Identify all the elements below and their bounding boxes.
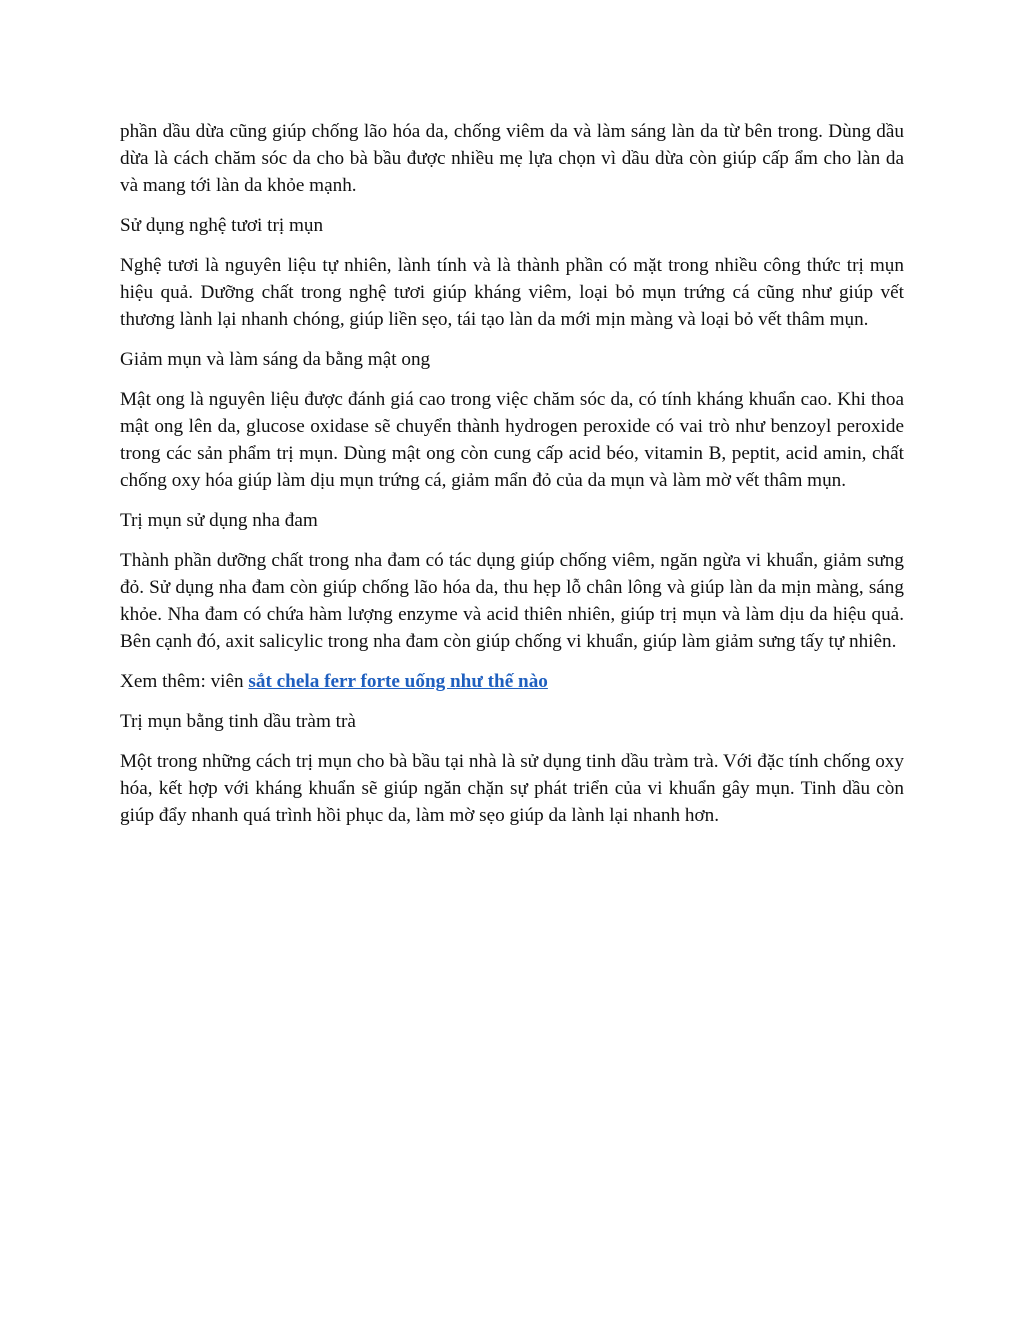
see-also-prefix: Xem thêm: viên bbox=[120, 671, 249, 692]
see-also-line bbox=[120, 668, 904, 695]
paragraph-aloe-vera: Thành phần dưỡng chất trong nha đam có tác dụng giúp chống viêm, ngăn ngừa vi khuẩn, giảm sưng đỏ. Sử dụng nha đam còn giúp chống lão hóa da, thu hẹp lỗ chân lông và giúp làn da mịn màng, sáng khỏe. Nha đam có chứa hàm lượng enzyme và acid thiên nhiên, giúp trị mụn và làm dịu da hiệu quả. Bên cạnh đó, axit salicylic trong nha đam còn giúp chống vi khuẩn, giúp làm giảm sưng tấy tự nhiên. bbox=[120, 550, 904, 652]
heading-aloe-vera: Trị mụn sử dụng nha đam bbox=[120, 510, 318, 531]
heading-turmeric: Sử dụng nghệ tươi trị mụn bbox=[120, 215, 324, 236]
document-body bbox=[120, 118, 904, 842]
heading-tea-tree-oil: Trị mụn bằng tinh dầu tràm trà bbox=[120, 711, 356, 732]
see-also-link[interactable]: sắt chela ferr forte uống như thế nào bbox=[248, 671, 548, 692]
paragraph-turmeric: Nghệ tươi là nguyên liệu tự nhiên, lành tính và là thành phần có mặt trong nhiều công thức trị mụn hiệu quả. Dưỡng chất trong nghệ tươi giúp kháng viêm, loại bỏ mụn trứng cá cũng như giúp vết thương lành lại nhanh chóng, giúp liền sẹo, tái tạo làn da mới mịn màng và loại bỏ vết thâm mụn. bbox=[120, 255, 904, 330]
paragraph-coconut-oil: phần dầu dừa cũng giúp chống lão hóa da, chống viêm da và làm sáng làn da từ bên trong. Dùng dầu dừa là cách chăm sóc da cho bà bầu được nhiều mẹ lựa chọn vì dầu dừa còn giúp cấp ẩm cho làn da và mang tới làn da khỏe mạnh. bbox=[120, 121, 904, 196]
heading-honey: Giảm mụn và làm sáng da bằng mật ong bbox=[120, 349, 431, 370]
paragraph-tea-tree-oil: Một trong những cách trị mụn cho bà bầu tại nhà là sử dụng tinh dầu tràm trà. Với đặc tính chống oxy hóa, kết hợp với kháng khuẩn sẽ giúp ngăn chặn sự phát triển của vi khuẩn gây mụn. Tinh dầu còn giúp đẩy nhanh quá trình hồi phục da, làm mờ sẹo giúp da lành lại nhanh hơn. bbox=[120, 751, 904, 826]
paragraph-honey: Mật ong là nguyên liệu được đánh giá cao trong việc chăm sóc da, có tính kháng khuẩn cao. Khi thoa mật ong lên da, glucose oxidase sẽ chuyển thành hydrogen peroxide có vai trò như benzoyl peroxide trong các sản phẩm trị mụn. Dùng mật ong còn cung cấp acid béo, vitamin B, peptit, acid amin, chất chống oxy hóa giúp làm dịu mụn trứng cá, giảm mẩn đỏ của da mụn và làm mờ vết thâm mụn. bbox=[120, 389, 904, 491]
